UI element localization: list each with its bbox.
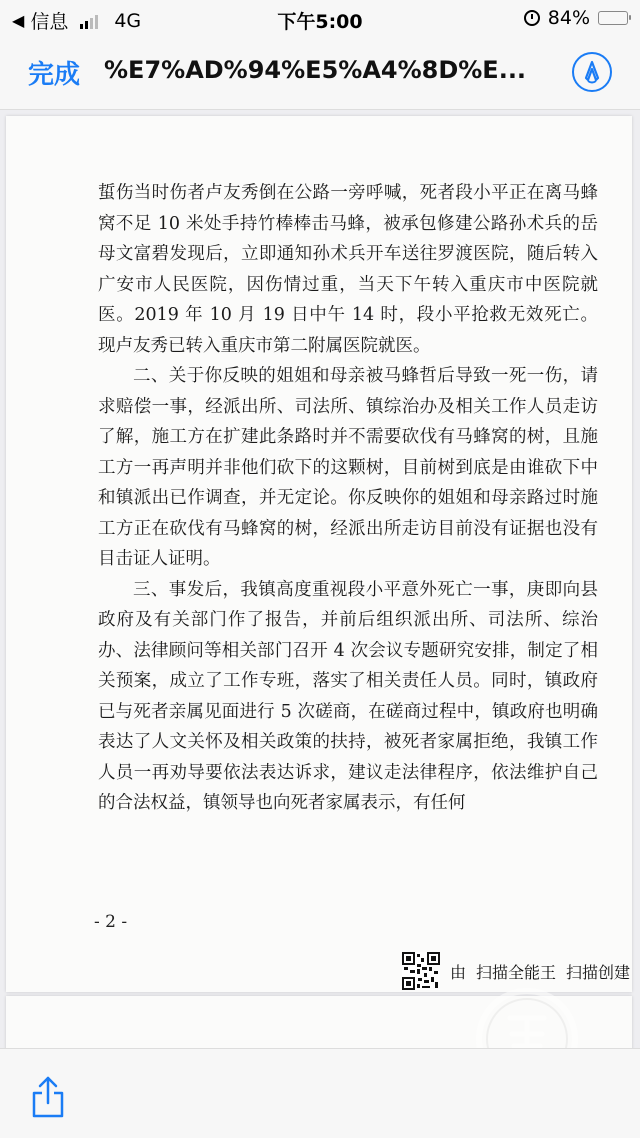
paragraph: 三、事发后，我镇高度重视段小平意外死亡一事，庚即向县政府及有关部门作了报告，并前后组织派出所、司法所、综治办、法律顾问等相关部门召开 4 次会议专题研究安排，制定了相关预案，成立了工作专班，落实了相关责任人员。同时，镇政府已与死者亲属见面进行 5 次磋商，在磋商过程中，镇政府也明确表达了人文关怀及相关政策的扶持，被死者家属拒绝，我镇工作人员一再劝导要依法表达诉求，建议走法律程序，依法维护自己的合法权益，镇领导也向死者家属表示，有任何: [98, 579, 598, 813]
scanner-suffix: 扫描创建: [566, 962, 631, 982]
network-label: 4G: [114, 9, 142, 32]
scanner-app-name: 扫描全能王: [476, 962, 557, 982]
battery-icon: [598, 11, 628, 25]
done-button[interactable]: 完成: [28, 54, 80, 91]
status-bar: [0, 0, 640, 38]
markup-button[interactable]: [572, 52, 612, 92]
share-icon: [28, 1075, 68, 1119]
markup-pen-icon: [581, 60, 603, 84]
page-number: - 2 -: [94, 912, 128, 932]
back-to-app-icon[interactable]: ◀: [12, 11, 25, 30]
document-title: %E7%AD%94%E5%A4%8D%E...: [104, 56, 527, 84]
alarm-icon: [524, 10, 540, 26]
document-viewer[interactable]: [0, 110, 640, 1048]
page-body: [98, 178, 598, 819]
paragraph: 二、关于你反映的姐姐和母亲被马蜂哲后导致一死一伤，请求赔偿一事，经派出所、司法所、镇综治办及相关工作人员走访了解，施工方在扩建此条路时并不需要砍伐有马蜂窝的树，且施工方一再声明并非他们砍下的这颗树，目前树到底是由谁砍下中和镇派出已作调查，并无定论。你反映你的姐姐和母亲路过时施工方正在砍伐有马蜂窝的树，经派出所走访目前没有证据也没有目击证人证明。: [98, 366, 598, 569]
document-page: [6, 116, 632, 992]
back-app-label[interactable]: 信息: [30, 11, 69, 33]
paragraph: 蜇伤当时伤者卢友秀倒在公路一旁呼喊，死者段小平正在离马蜂窝不足 10 米处手持竹棒棒击马蜂，被承包修建公路孙术兵的岳母文富碧发现后，立即通知孙术兵开车送往罗渡医院，随后转入广安市人民医院，因伤情过重，当天下午转入重庆市中医院就医。2019 年 10 月 19 日中午 14 时，段小平抢救无效死亡。现卢友秀已转入重庆市第二附属医院就医。: [98, 183, 598, 356]
battery-percent: 84%: [547, 7, 590, 29]
share-button[interactable]: [28, 1075, 68, 1119]
navigation-bar: [0, 38, 640, 110]
status-right: [524, 7, 628, 29]
clock: 下午5:00: [277, 11, 363, 33]
qr-code-icon: [402, 952, 440, 990]
bottom-toolbar: [0, 1048, 640, 1138]
scanner-prefix: 由: [450, 962, 467, 982]
